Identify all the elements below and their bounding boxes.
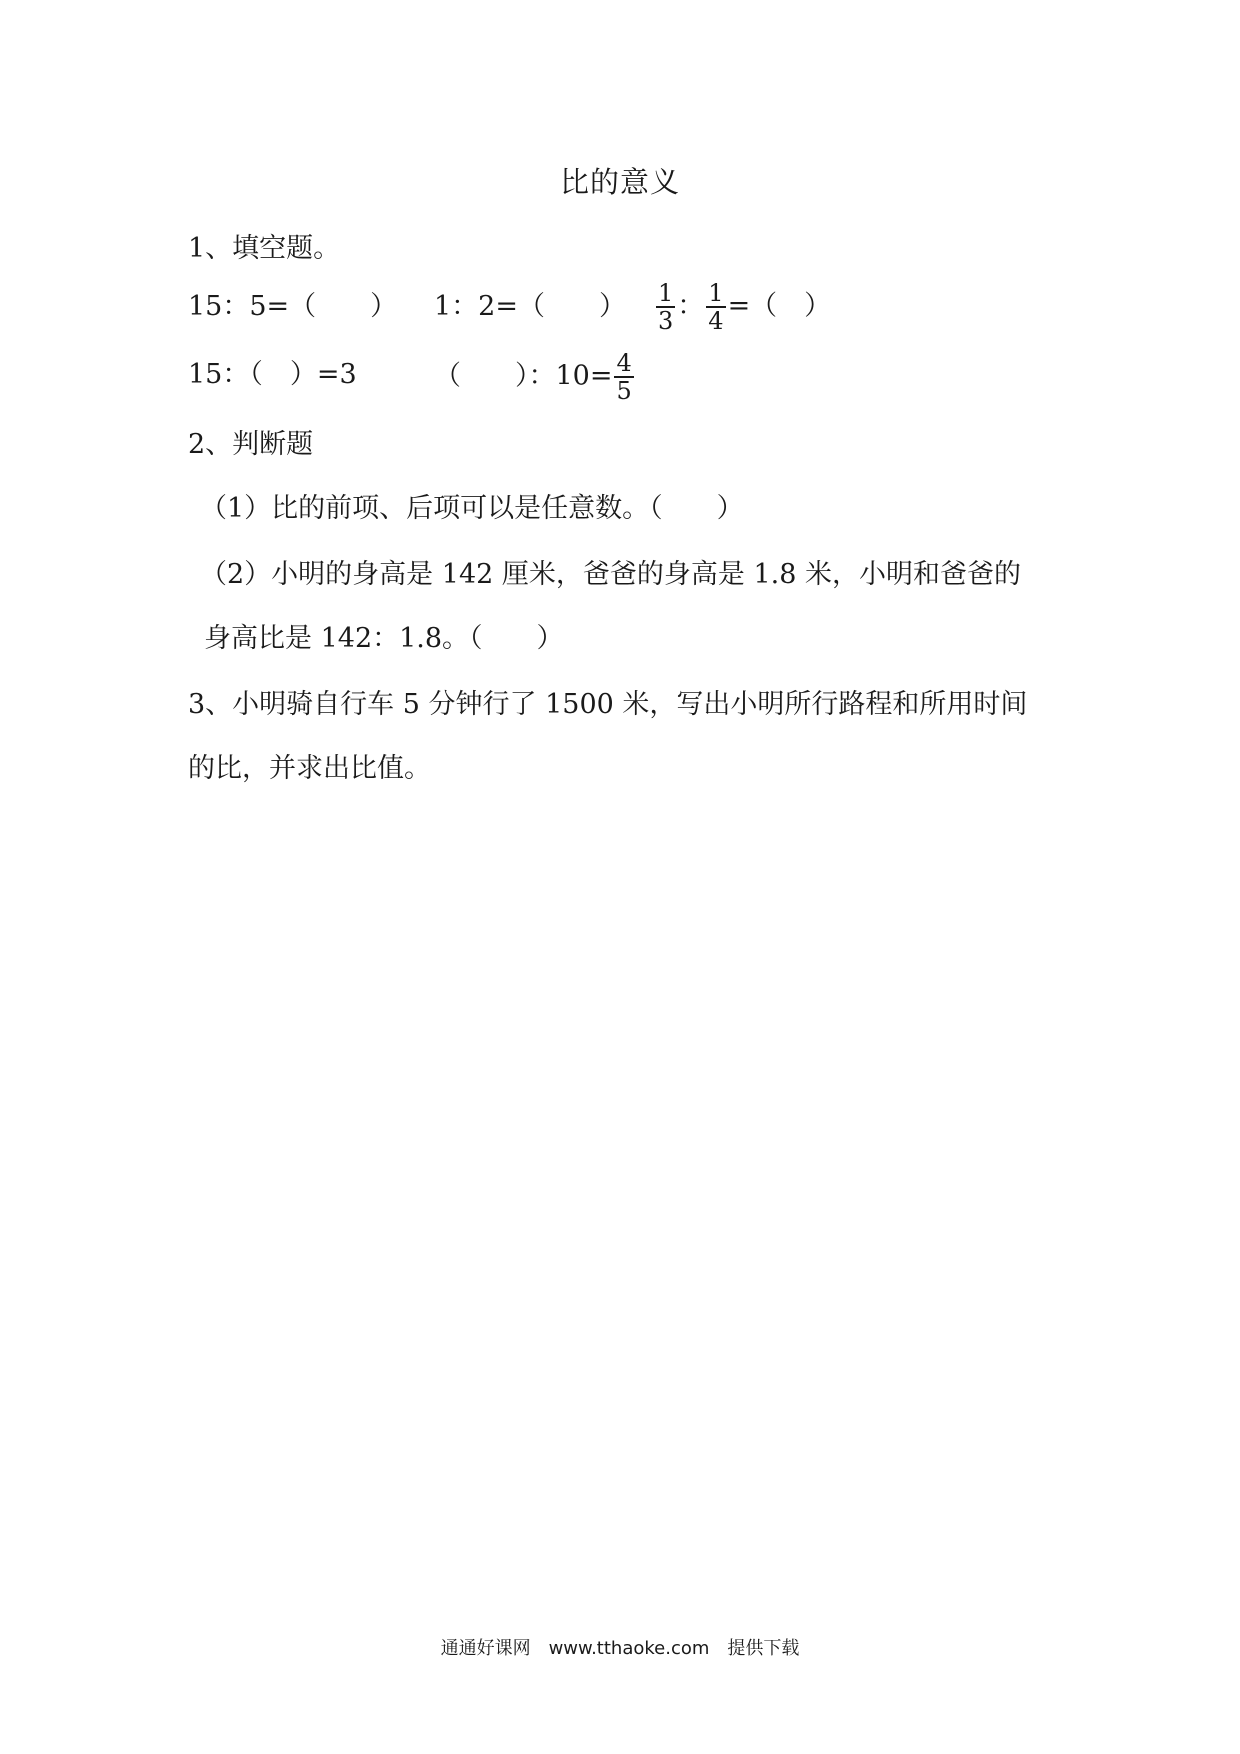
- q2-item-1: （1）比的前项、后项可以是任意数。（ ）: [200, 493, 744, 524]
- q2-item-2-line-1: （2）小明的身高是 142 厘米，爸爸的身高是 1.8 米，小明和爸爸的: [200, 559, 1021, 590]
- q1-row1-item-a: 15：5=（ ）: [188, 291, 398, 322]
- q3-line-2: 的比，并求出比值。: [188, 753, 431, 784]
- ratio-expression: （ ）：10=: [434, 360, 613, 392]
- q2-item-2-line-2: 身高比是 142：1.8。（ ）: [204, 623, 564, 654]
- fraction-denominator: 5: [616, 377, 632, 405]
- fraction-numerator: 1: [658, 279, 674, 307]
- ratio-tail: =（ ）: [727, 290, 832, 322]
- fraction-numerator: 1: [708, 279, 724, 307]
- q1-heading: 1、填空题。: [188, 233, 341, 264]
- fraction-four-fifths: [614, 350, 633, 404]
- q3-line-1: 3、小明骑自行车 5 分钟行了 1500 米，写出小明所行路程和所用时间: [188, 689, 1028, 720]
- q1-row1-item-c: [654, 280, 831, 334]
- ratio-separator: ：: [677, 290, 705, 322]
- fraction-one-third: [656, 280, 675, 334]
- q1-row2-item-b: [434, 350, 636, 404]
- page-title: 比的意义: [559, 165, 680, 199]
- fraction-one-quarter: [706, 280, 725, 334]
- fraction-denominator: 3: [658, 307, 674, 335]
- fraction-denominator: 4: [708, 307, 724, 335]
- q1-row2-item-a: 15：（ ）=3: [188, 359, 357, 390]
- q2-heading: 2、判断题: [188, 429, 314, 460]
- fraction-numerator: 4: [616, 349, 632, 377]
- q1-row1-item-b: 1：2=（ ）: [434, 291, 626, 322]
- footer-credit: 通通好课网 www.tthaoke.com 提供下载: [440, 1638, 800, 1659]
